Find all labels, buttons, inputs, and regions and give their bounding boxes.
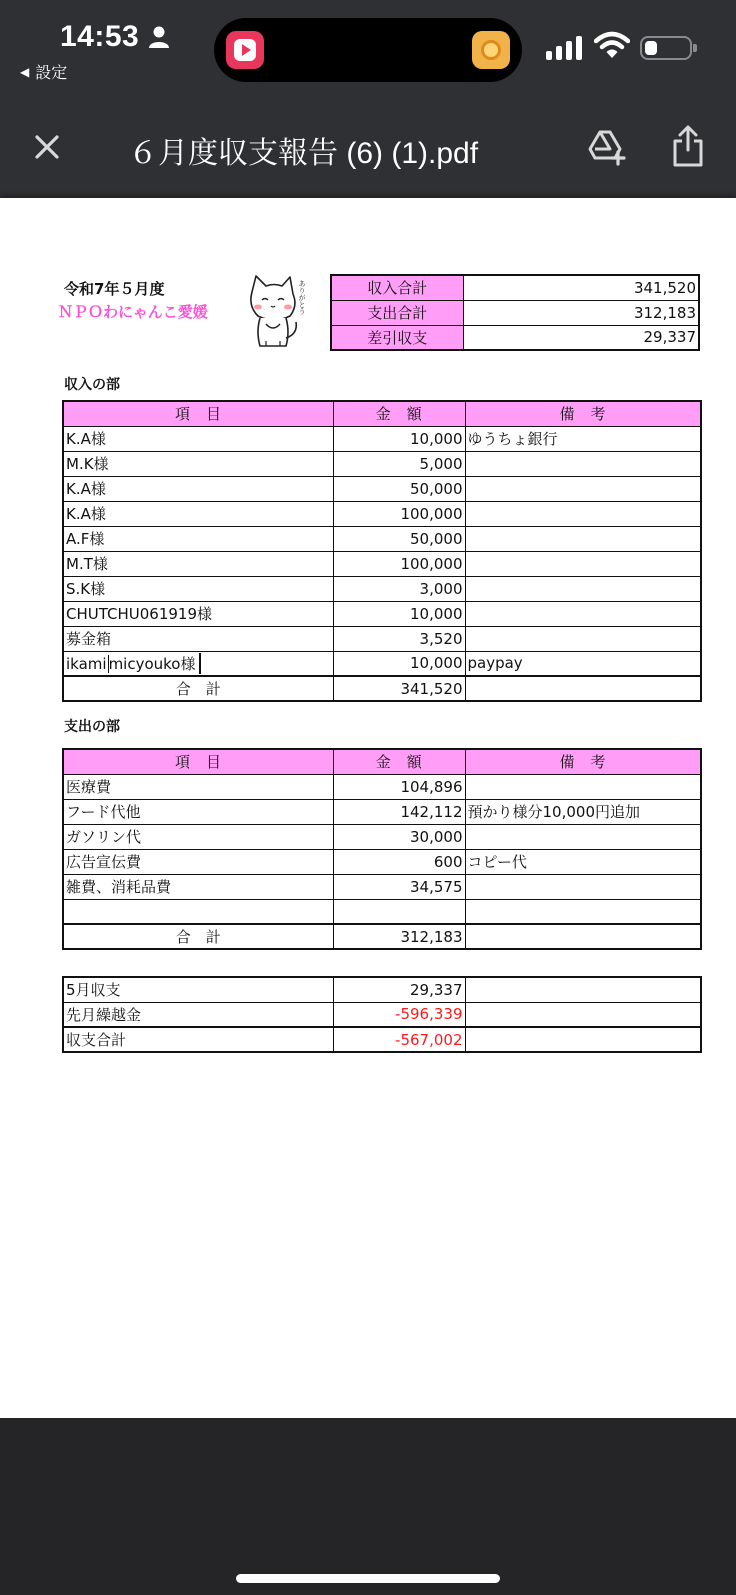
- summary-table: [330, 274, 700, 351]
- balance-value: -567,002: [333, 1027, 465, 1052]
- balance-label: 5月収支: [63, 977, 333, 1002]
- row-item: ガソリン代: [63, 824, 333, 849]
- wifi-icon: [594, 30, 630, 60]
- row-amount: 3,520: [333, 626, 465, 651]
- back-to-settings-link[interactable]: [20, 60, 67, 83]
- table-row: [63, 626, 701, 651]
- expense-table: [62, 748, 702, 950]
- row-note: [465, 451, 701, 476]
- total-note: [465, 924, 701, 949]
- coin-app-icon[interactable]: [472, 31, 510, 69]
- row-amount: 100,000: [333, 551, 465, 576]
- row-note: ゆうちょ銀行: [465, 426, 701, 451]
- row-amount: 142,112: [333, 799, 465, 824]
- total-label: 合 計: [63, 676, 333, 701]
- income-header-row: [63, 401, 701, 426]
- row-amount: 50,000: [333, 476, 465, 501]
- close-icon[interactable]: [30, 130, 64, 164]
- col-header-item: 項 目: [63, 401, 333, 426]
- balance-value: 29,337: [333, 977, 465, 1002]
- col-header-amount: 金 額: [333, 749, 465, 774]
- row-amount: 10,000: [333, 651, 465, 676]
- col-header-note: 備 考: [465, 401, 701, 426]
- table-row: [63, 774, 701, 799]
- row-note: paypay: [465, 651, 701, 676]
- row-note: 預かり様分10,000円追加: [465, 799, 701, 824]
- row-item: S.K様: [63, 576, 333, 601]
- total-note: [465, 676, 701, 701]
- document-title: ６月度収支報告 (6) (1).pdf: [128, 137, 479, 170]
- row-item: 医療費: [63, 774, 333, 799]
- table-row: [63, 426, 701, 451]
- row-note: [465, 774, 701, 799]
- table-row: [63, 874, 701, 899]
- row-item: 広告宣伝費: [63, 849, 333, 874]
- cat-thanks-text: ありがとう: [298, 280, 306, 315]
- row-item: K.A様: [63, 501, 333, 526]
- row-item: K.A様: [63, 426, 333, 451]
- report-period: 令和7年５月度: [64, 280, 165, 298]
- row-item: CHUTCHU061919様: [63, 601, 333, 626]
- income-section-label: 収入の部: [64, 377, 120, 393]
- row-item: M.K様: [63, 451, 333, 476]
- row-note: [465, 476, 701, 501]
- total-amount: 312,183: [333, 924, 465, 949]
- row-amount: [333, 899, 465, 924]
- cat-illustration: [244, 272, 308, 352]
- col-header-amount: 金 額: [333, 401, 465, 426]
- row-item: M.T様: [63, 551, 333, 576]
- row-amount: 34,575: [333, 874, 465, 899]
- summary-value: 341,520: [463, 275, 699, 300]
- summary-row: [331, 300, 699, 325]
- table-row: [63, 849, 701, 874]
- table-row: [63, 977, 701, 1002]
- back-settings-label: 設定: [35, 63, 68, 82]
- row-amount: 100,000: [333, 501, 465, 526]
- row-item: A.F様: [63, 526, 333, 551]
- col-header-item: 項 目: [63, 749, 333, 774]
- table-row: [63, 799, 701, 824]
- share-icon[interactable]: [670, 124, 706, 168]
- row-note: [465, 899, 701, 924]
- bottom-area: [0, 1418, 736, 1595]
- table-row: [63, 476, 701, 501]
- balance-label: 収支合計: [63, 1027, 333, 1052]
- add-to-drive-icon[interactable]: [586, 126, 626, 166]
- media-app-icon[interactable]: [226, 31, 264, 69]
- summary-row: [331, 325, 699, 350]
- cellular-signal-icon: [546, 34, 582, 60]
- table-row: [63, 551, 701, 576]
- summary-label: 差引収支: [331, 325, 463, 350]
- balance-label: 先月繰越金: [63, 1002, 333, 1027]
- row-note: [465, 874, 701, 899]
- table-row: [63, 1002, 701, 1027]
- table-row: [63, 451, 701, 476]
- balance-note: [465, 977, 701, 1002]
- row-note: [465, 501, 701, 526]
- home-indicator[interactable]: [236, 1574, 500, 1583]
- row-note: [465, 526, 701, 551]
- summary-value: 312,183: [463, 300, 699, 325]
- expense-header-row: [63, 749, 701, 774]
- col-header-note: 備 考: [465, 749, 701, 774]
- row-note: コピー代: [465, 849, 701, 874]
- income-total-row: [63, 676, 701, 701]
- row-item-part-b: micyouko様: [109, 653, 202, 674]
- balance-value: -596,339: [333, 1002, 465, 1027]
- status-time: 14:53: [60, 20, 140, 53]
- row-item: フード代他: [63, 799, 333, 824]
- table-row: [63, 1027, 701, 1052]
- row-note: [465, 551, 701, 576]
- row-note: [465, 626, 701, 651]
- table-row: [63, 576, 701, 601]
- summary-label: 支出合計: [331, 300, 463, 325]
- expense-section-label: 支出の部: [64, 719, 120, 735]
- row-item: 募金箱: [63, 626, 333, 651]
- balance-table: [62, 976, 702, 1053]
- row-amount: 30,000: [333, 824, 465, 849]
- table-row: [63, 899, 701, 924]
- table-row: [63, 601, 701, 626]
- table-row: [63, 501, 701, 526]
- balance-note: [465, 1002, 701, 1027]
- row-amount: 600: [333, 849, 465, 874]
- total-label: 合 計: [63, 924, 333, 949]
- top-bar: [0, 0, 736, 198]
- row-note: [465, 601, 701, 626]
- row-note: [465, 824, 701, 849]
- expense-total-row: [63, 924, 701, 949]
- row-item: [63, 899, 333, 924]
- summary-label: 収入合計: [331, 275, 463, 300]
- balance-note: [465, 1027, 701, 1052]
- row-amount: 10,000: [333, 601, 465, 626]
- summary-row: [331, 275, 699, 300]
- row-item: [63, 651, 333, 676]
- row-amount: 50,000: [333, 526, 465, 551]
- pdf-page[interactable]: [0, 198, 736, 1418]
- row-item: K.A様: [63, 476, 333, 501]
- table-row: [63, 526, 701, 551]
- table-row: [63, 651, 701, 676]
- row-item-part-a: ikami: [66, 654, 107, 673]
- total-amount: 341,520: [333, 676, 465, 701]
- income-table: [62, 400, 702, 702]
- row-amount: 10,000: [333, 426, 465, 451]
- summary-value: 29,337: [463, 325, 699, 350]
- battery-icon: [640, 36, 692, 60]
- person-icon: [148, 25, 170, 49]
- row-amount: 3,000: [333, 576, 465, 601]
- dynamic-island: [214, 18, 522, 82]
- table-row: [63, 824, 701, 849]
- row-note: [465, 576, 701, 601]
- row-amount: 104,896: [333, 774, 465, 799]
- row-item: 雑費、消耗品費: [63, 874, 333, 899]
- back-triangle-icon: ◀: [20, 64, 30, 79]
- organization-name: ＮＰＯわにゃんこ愛媛: [58, 303, 208, 321]
- row-amount: 5,000: [333, 451, 465, 476]
